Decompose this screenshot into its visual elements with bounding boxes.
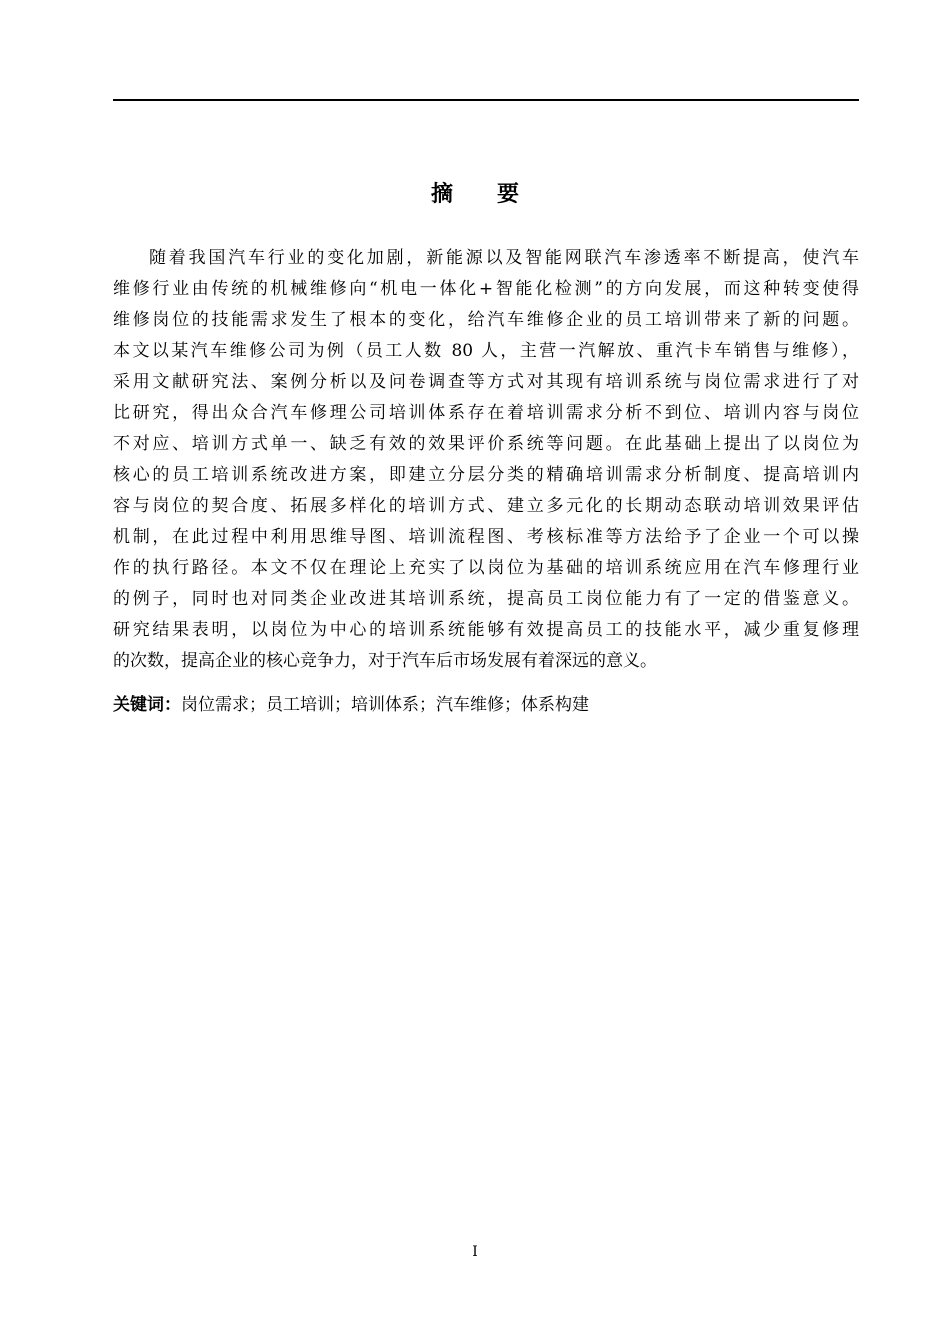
abstract-line: 机制，在此过程中利用思维导图、培训流程图、考核标准等方法给予了企业一个可以操 bbox=[113, 527, 859, 547]
keywords bbox=[113, 690, 589, 721]
abstract-line: 的例子，同时也对同类企业改进其培训系统，提高员工岗位能力有了一定的借鉴意义。 bbox=[113, 589, 859, 609]
abstract-body bbox=[113, 243, 859, 677]
abstract-title: 摘 要 bbox=[430, 182, 519, 207]
keywords-text: 岗位需求；员工培训；培训体系；汽车维修；体系构建 bbox=[181, 695, 589, 715]
abstract-line: 核心的员工培训系统改进方案，即建立分层分类的精确培训需求分析制度、提高培训内 bbox=[113, 465, 859, 485]
abstract-line: 维修行业由传统的机械维修向“机电一体化+智能化检测”的方向发展，而这种转变使得 bbox=[113, 279, 859, 299]
abstract-line: 的次数，提高企业的核心竞争力，对于汽车后市场发展有着深远的意义。 bbox=[113, 651, 657, 671]
abstract-line: 不对应、培训方式单一、缺乏有效的效果评价系统等问题。在此基础上提出了以岗位为 bbox=[113, 434, 859, 454]
abstract-line: 本文以某汽车维修公司为例（员工人数 80 人，主营一汽解放、重汽卡车销售与维修）， bbox=[113, 341, 859, 361]
keywords-label: 关键词： bbox=[113, 695, 181, 715]
abstract-line: 比研究，得出众合汽车修理公司培训体系存在着培训需求分析不到位、培训内容与岗位 bbox=[113, 403, 859, 423]
abstract-line: 随着我国汽车行业的变化加剧，新能源以及智能网联汽车渗透率不断提高，使汽车 bbox=[149, 248, 859, 268]
abstract-line: 研究结果表明，以岗位为中心的培训系统能够有效提高员工的技能水平，减少重复修理 bbox=[113, 620, 859, 640]
header-rule bbox=[113, 99, 859, 101]
abstract-line: 采用文献研究法、案例分析以及问卷调查等方式对其现有培训系统与岗位需求进行了对 bbox=[113, 372, 859, 392]
page-number: I bbox=[472, 1244, 478, 1260]
abstract-line: 容与岗位的契合度、拓展多样化的培训方式、建立多元化的长期动态联动培训效果评估 bbox=[113, 496, 859, 516]
abstract-line: 作的执行路径。本文不仅在理论上充实了以岗位为基础的培训系统应用在汽车修理行业 bbox=[113, 558, 859, 578]
abstract-line: 维修岗位的技能需求发生了根本的变化，给汽车维修企业的员工培训带来了新的问题。 bbox=[113, 310, 859, 330]
